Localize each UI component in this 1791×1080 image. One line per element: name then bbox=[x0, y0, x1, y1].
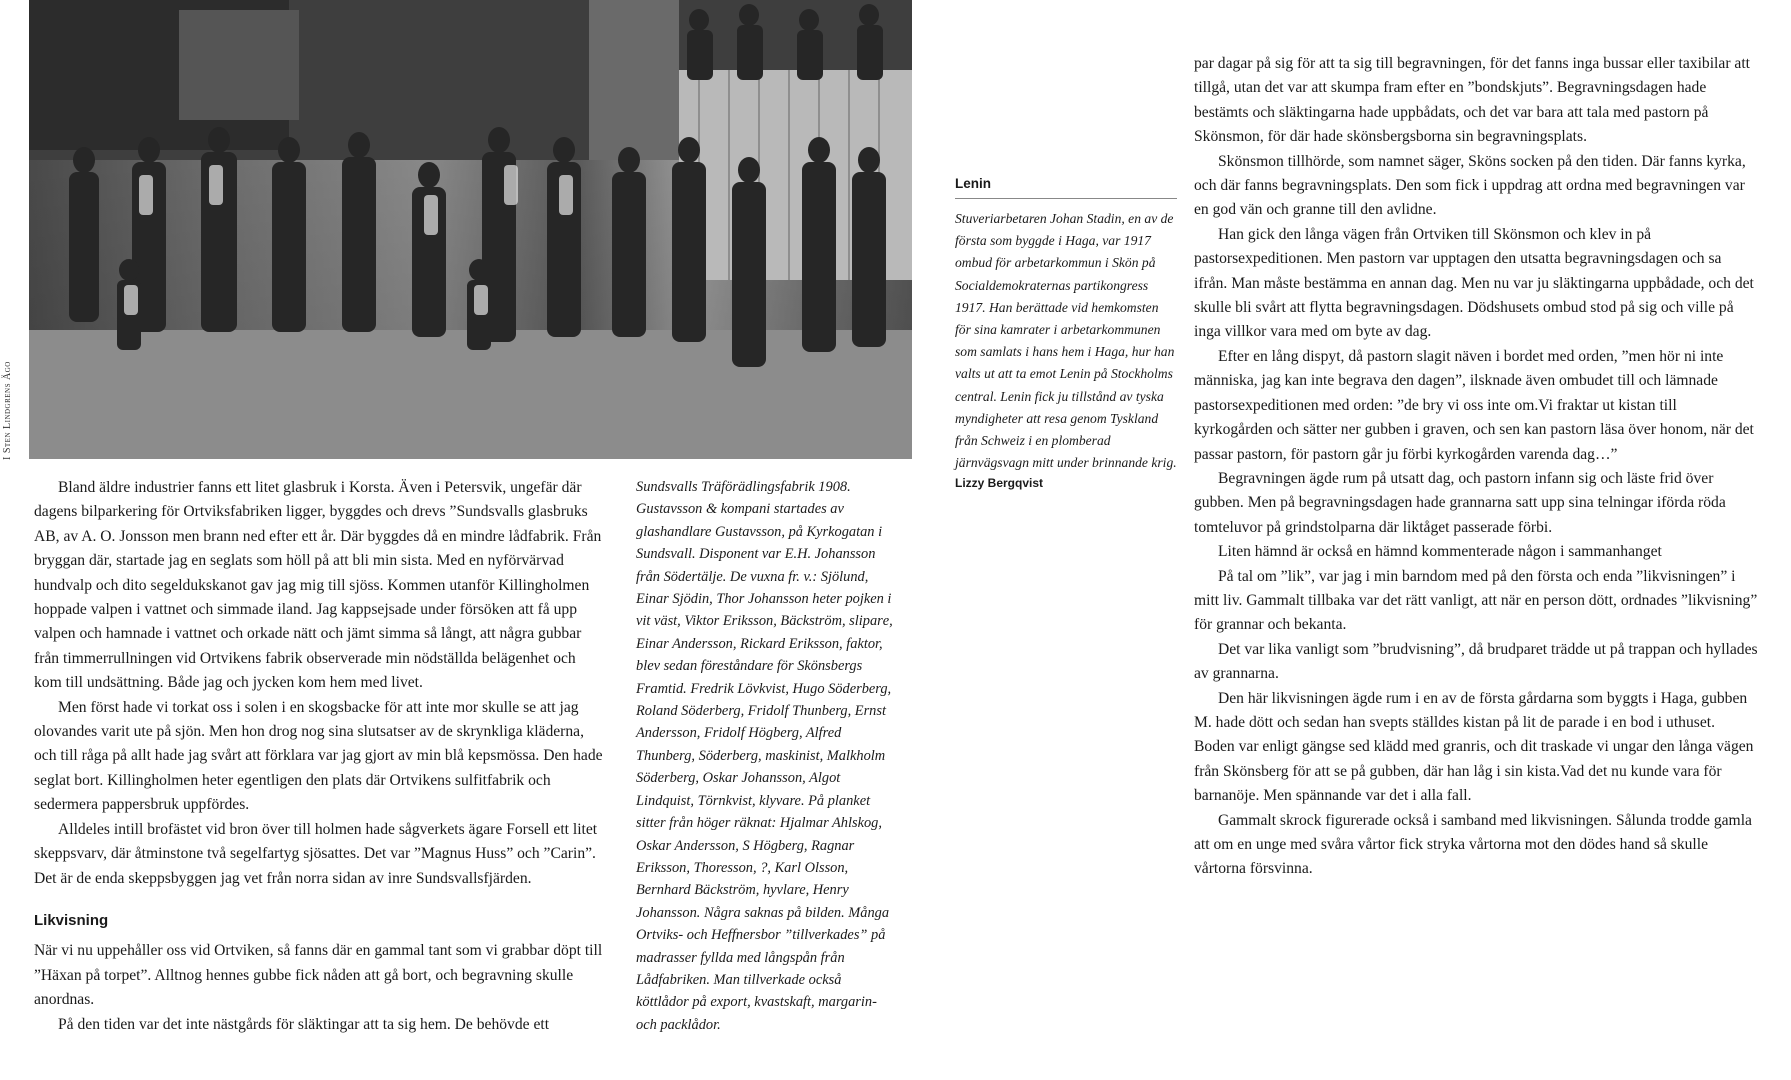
paragraph: Alldeles intill brofästet vid bron över till holmen hade sågverkets ägare Forsell ett litet skeppsvarv, där åtminstone två segelfartyg sjösattes. Det var ”Magnus Huss” och ”Carin”. Det är de enda skeppsbyggen jag vet från norra sidan av inre Sundsvallsfjärden. bbox=[34, 820, 598, 887]
paragraph: På tal om ”lik”, var jag i min barndom med på den första och enda ”likvisningen” i mitt liv. Gammalt tillbaka var det rätt vanligt, att när en person dött, ordnades ”likvisning” för grannar och bekanta. bbox=[1194, 567, 1758, 634]
main-text-column bbox=[34, 476, 604, 1037]
paragraph: När vi nu uppehåller oss vid Ortviken, så fanns där en gammal tant som vi grabbar döpt till ”Häxan på torpet”. Alltnog hennes gubbe fick nåden att gå bort, och begravning skulle anordnas. bbox=[34, 942, 603, 1009]
section-heading: Likvisning bbox=[34, 911, 109, 929]
paragraph: par dagar på sig för att ta sig till begravningen, för det fanns inga bussar eller taxibilar att tillgå, utan det var att skumpa fram efter en ”bondskjuts”. Begravningsdagen hade bestämts och släktingarna hade uppbådats, och det var bara att tala med pastorn på Skönsmon, för där hade skönsbergsborna sin begravningsplats. bbox=[1194, 55, 1750, 146]
photo-credit: I Sten Lindgrens Ägo bbox=[2, 361, 13, 460]
sidebar-byline: Lizzy Bergqvist bbox=[955, 476, 1044, 490]
paragraph: Den här likvisningen ägde rum i en av de första gårdarna som byggts i Haga, gubben M. hade dött och sedan han svepts ställdes kistan på lit de parade i en bod i uthuset. Boden var enligt gängse sed klädd med granris, och dit traskade vi ungar den långa vägen från Skönsberg för att se på gubben, där han låg i sin kista.Vad det nu kunde vara för barnanöje. Men spännande var det i alla fall. bbox=[1194, 689, 1754, 805]
paragraph: Begravningen ägde rum på utsatt dag, och pastorn infann sig och läste frid över gubben. Men på begravningsdagen hade grannarna satt upp sina telningar iförda röda tomteluvor på grindstolparna där liktåget passerade förbi. bbox=[1194, 469, 1726, 536]
paragraph: På den tiden var det inte nästgårds för släktingar att ta sig hem. De behövde ett bbox=[58, 1015, 550, 1033]
photo-caption: Sundsvalls Träförädlingsfabrik 1908. Gustavsson & kompani startades av glashandlare Gustavsson, på Kyrkogatan i Sundsvall. Disponent var E.H. Johansson från Södertälje. De vuxna fr. v.: Sjölund, Einar Sjödin, Thor Johansson heter pojken i vit väst, Viktor Eriksson, Bäckström, sliparе, Einar Andersson, Rickard Eriksson, faktor, blev sedan föreståndare för Skönsbergs Framtid. Fredrik Lövkvist, Hugo Söderberg, Roland Söderberg, Fridolf Thunberg, Ernst Andersson, Fridolf Högberg, Alfred Thunberg, Söderberg, maskinist, Malkholm Söderberg, Oskar Johansson, Algot Lindquist, Törnkvist, klyvare. På planket sitter från höger räknat: Hjalmar Ahlskog, Oskar Andersson, S Högberg, Ragnar Eriksson, Thoresson, ?, Karl Olsson, Bernhard Bäckström, hyvlare, Henry Johansson. Några saknas på bilden. Många Ortviks- och Heffnersbor ”tillverkades” på madrasser fyllda med långspån från Lådfabriken. Man tillverkade också köttlådor på export, kvastskaft, margarin- och packlådor. bbox=[636, 479, 893, 1033]
paragraph: Gammalt skrock figurerade också i samband med likvisningen. Sålunda trodde gamla att om en unge med svåra vårtor fick stryka vårtorna mot den dödes hand så skulle vårtorna försvinna. bbox=[1194, 811, 1752, 878]
paragraph: Han gick den långa vägen från Ortviken till Skönsmon och klev in på pastorsexpeditionen. Men pastorn var upptagen den utsatta begravningsdagen och sa ifrån. Man måste bestämma en annan dag. Men nu var ju släktingarna uppbådade, och det skulle bli svårt att flytta begravningsdagen. Dödshusets ombud stod på sig och ville på inga villkor vara med om byte av dag. bbox=[1194, 225, 1754, 341]
photo-illustration bbox=[29, 0, 912, 459]
paragraph: Liten hämnd är också en hämnd kommenterade någon i sammanhanget bbox=[1218, 543, 1662, 561]
paragraph: Men först hade vi torkat oss i solen i en skogsbacke för att inte mor skulle se att jag olovandes varit ute på sjön. Men hon drog nog sina slutsatser av de skrynkliga kläderna, och till råga på allt hade jag svårt att förklara var jag gjort av min blå kepsmössa. Den hade seglat bort. Killingholmen heter egentligen den plats där Ortvikens sulfitfabrik och sedermera pappersbruk uppfördes. bbox=[34, 698, 603, 814]
paragraph: Efter en lång dispyt, då pastorn slagit näven i bordet med orden, ”men hör ni inte människa, jag kan inte begrava den dagen”, ilsknade även ombudet till och lämnade pastorsexpeditionen med orden: ”de bry vi oss inte om.Vi fraktar ut kistan till kyrkogården och sätter ner gubben i graven, och sen kan pastorn läsa över honom, när det passar pastorn, för pastorn går ju förbi kyrkogården varenda dag…” bbox=[1194, 347, 1754, 463]
paragraph: Bland äldre industrier fanns ett litet glasbruk i Korsta. Även i Petersvik, ungefär där dagens bilparkering för Ortviksfabriken ligger, byggdes och drevs ”Sundsvalls glasbruks AB, av A. O. Jonsson men brann ned efter ett år. Där byggdes då en mindre lådfabrik. Från bryggan där, startade jag en seglats som höll på att bli min sista. Med en nyförvärvad hundvalp och dito segeldukskanot gav jag mig till sjöss. Kommen utanför Killingholmen hoppade valpen i vattnet och simmade iland. Jag kappsejsade under försöken att få upp valpen och hamnade i vattnet och orkade nätt och jämt simma så långt, att några gubbar från timmerrullningen vid Ortvikens fabrik observerade min nödställda belägenhet och kom till undsättning. Både jag och jycken kom hem med livet. bbox=[34, 479, 602, 692]
paragraph: Skönsmon tillhörde, som namnet säger, Sköns socken på den tiden. Där fanns kyrka, och där fanns begravningsplats. Den som fick i uppdrag att ordna med begravningen var en god vän och granne till den avlidne. bbox=[1194, 152, 1746, 219]
paragraph: Det var lika vanligt som ”brudvisning”, då brudparet trädde ut på trappan och hyllades av grannarna. bbox=[1194, 640, 1758, 683]
historical-photo bbox=[29, 0, 912, 459]
right-text-column bbox=[1194, 52, 1758, 882]
sidebar-heading: Lenin bbox=[955, 176, 1177, 199]
sidebar-text: Stuveriarbetaren Johan Stadin, en av de första som byggde i Haga, var 1917 ombud för arbetarkommun i Skön på Socialdemokraternas partikongress 1917. Han berättade vid hemkomsten för sina kamrater i arbetarkommunen som samlats i hans hem i Haga, hur han valts ut att ta emot Lenin på Stockholms central. Lenin fick ju tillstånd av tyska myndigheter att resa genom Tyskland från Schweiz i en plomberad järnvägsvagn mitt under brinnande krig. bbox=[955, 211, 1177, 471]
